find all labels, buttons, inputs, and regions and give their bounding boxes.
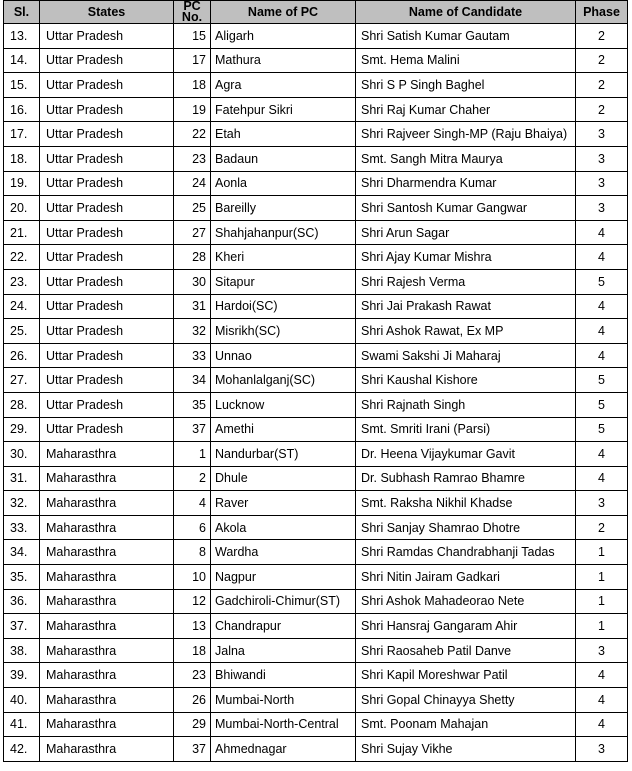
table-body [4,24,628,762]
cell-pc-name: Nandurbar(ST) [211,442,356,467]
cell-sl: 37. [4,614,40,639]
cell-state: Maharasthra [40,491,174,516]
cell-state: Maharasthra [40,688,174,713]
cell-phase: 3 [576,196,628,221]
cell-candidate: Shri Santosh Kumar Gangwar [356,196,576,221]
cell-candidate: Shri Rajveer Singh-MP (Raju Bhaiya) [356,122,576,147]
header-pc-no-line1: PC [183,0,201,13]
cell-sl: 27. [4,368,40,393]
cell-sl: 42. [4,737,40,762]
table-row [4,269,628,294]
header-candidate: Name of Candidate [356,1,576,24]
cell-candidate: Smt. Hema Malini [356,48,576,73]
cell-candidate: Shri Hansraj Gangaram Ahir [356,614,576,639]
cell-pc-no: 15 [174,24,211,49]
table-row [4,638,628,663]
table-header-row [4,1,628,24]
cell-pc-no: 33 [174,343,211,368]
cell-phase: 2 [576,48,628,73]
cell-candidate: Shri Sanjay Shamrao Dhotre [356,515,576,540]
cell-candidate: Shri Rajesh Verma [356,269,576,294]
cell-pc-name: Bareilly [211,196,356,221]
cell-pc-name: Kheri [211,245,356,270]
cell-pc-name: Gadchiroli-Chimur(ST) [211,589,356,614]
cell-phase: 2 [576,24,628,49]
cell-pc-no: 23 [174,663,211,688]
table-row [4,319,628,344]
cell-phase: 4 [576,245,628,270]
cell-pc-name: Shahjahanpur(SC) [211,220,356,245]
cell-pc-no: 37 [174,417,211,442]
cell-candidate: Smt. Smriti Irani (Parsi) [356,417,576,442]
table-row [4,343,628,368]
table-row [4,196,628,221]
cell-pc-name: Mohanlalganj(SC) [211,368,356,393]
cell-candidate: Shri S P Singh Baghel [356,73,576,98]
cell-sl: 28. [4,392,40,417]
cell-state: Maharasthra [40,589,174,614]
table-row [4,737,628,762]
cell-pc-name: Badaun [211,146,356,171]
cell-pc-no: 8 [174,540,211,565]
cell-candidate: Swami Sakshi Ji Maharaj [356,343,576,368]
cell-candidate: Shri Kapil Moreshwar Patil [356,663,576,688]
table-row [4,614,628,639]
cell-pc-name: Bhiwandi [211,663,356,688]
cell-state: Uttar Pradesh [40,73,174,98]
cell-pc-no: 19 [174,97,211,122]
table-row [4,24,628,49]
cell-candidate: Shri Ajay Kumar Mishra [356,245,576,270]
cell-phase: 1 [576,614,628,639]
header-pc-no [174,1,211,24]
table-row [4,122,628,147]
table-row [4,48,628,73]
cell-pc-no: 27 [174,220,211,245]
cell-sl: 33. [4,515,40,540]
cell-pc-no: 26 [174,688,211,713]
cell-phase: 4 [576,663,628,688]
cell-candidate: Shri Arun Sagar [356,220,576,245]
cell-sl: 19. [4,171,40,196]
table-row [4,171,628,196]
cell-candidate: Dr. Subhash Ramrao Bhamre [356,466,576,491]
table-row [4,220,628,245]
cell-pc-name: Agra [211,73,356,98]
cell-candidate: Shri Kaushal Kishore [356,368,576,393]
cell-pc-no: 6 [174,515,211,540]
cell-sl: 21. [4,220,40,245]
cell-state: Uttar Pradesh [40,24,174,49]
cell-sl: 25. [4,319,40,344]
cell-candidate: Shri Raosaheb Patil Danve [356,638,576,663]
cell-sl: 36. [4,589,40,614]
cell-sl: 34. [4,540,40,565]
cell-pc-name: Jalna [211,638,356,663]
cell-state: Uttar Pradesh [40,146,174,171]
cell-phase: 3 [576,638,628,663]
cell-sl: 17. [4,122,40,147]
cell-pc-name: Hardoi(SC) [211,294,356,319]
cell-pc-name: Raver [211,491,356,516]
table-row [4,146,628,171]
cell-sl: 16. [4,97,40,122]
cell-state: Uttar Pradesh [40,319,174,344]
header-states: States [40,1,174,24]
cell-pc-name: Aligarh [211,24,356,49]
table-row [4,589,628,614]
header-sl: Sl. [4,1,40,24]
table-row [4,417,628,442]
cell-pc-name: Sitapur [211,269,356,294]
cell-sl: 18. [4,146,40,171]
cell-phase: 4 [576,712,628,737]
cell-pc-no: 13 [174,614,211,639]
cell-pc-no: 30 [174,269,211,294]
header-pc-no-line2: No. [181,10,203,24]
cell-phase: 4 [576,688,628,713]
cell-candidate: Shri Ashok Rawat, Ex MP [356,319,576,344]
cell-pc-no: 10 [174,565,211,590]
cell-pc-name: Nagpur [211,565,356,590]
cell-pc-no: 28 [174,245,211,270]
cell-pc-name: Amethi [211,417,356,442]
cell-pc-no: 18 [174,638,211,663]
cell-pc-no: 32 [174,319,211,344]
cell-pc-no: 4 [174,491,211,516]
cell-pc-name: Aonla [211,171,356,196]
cell-state: Maharasthra [40,737,174,762]
cell-pc-name: Ahmednagar [211,737,356,762]
cell-state: Maharasthra [40,614,174,639]
cell-sl: 40. [4,688,40,713]
cell-phase: 5 [576,417,628,442]
cell-phase: 5 [576,368,628,393]
cell-candidate: Shri Satish Kumar Gautam [356,24,576,49]
cell-state: Uttar Pradesh [40,417,174,442]
cell-state: Uttar Pradesh [40,392,174,417]
cell-pc-no: 22 [174,122,211,147]
table-row [4,73,628,98]
cell-phase: 2 [576,515,628,540]
cell-candidate: Shri Ramdas Chandrabhanji Tadas [356,540,576,565]
cell-sl: 26. [4,343,40,368]
cell-phase: 3 [576,122,628,147]
cell-phase: 3 [576,171,628,196]
cell-pc-no: 29 [174,712,211,737]
cell-pc-no: 35 [174,392,211,417]
cell-candidate: Smt. Sangh Mitra Maurya [356,146,576,171]
cell-state: Maharasthra [40,540,174,565]
cell-candidate: Shri Dharmendra Kumar [356,171,576,196]
cell-phase: 4 [576,343,628,368]
cell-state: Maharasthra [40,663,174,688]
cell-pc-name: Mumbai-North [211,688,356,713]
cell-pc-no: 18 [174,73,211,98]
cell-phase: 5 [576,269,628,294]
cell-state: Maharasthra [40,565,174,590]
cell-pc-name: Misrikh(SC) [211,319,356,344]
cell-phase: 3 [576,491,628,516]
cell-sl: 38. [4,638,40,663]
cell-candidate: Shri Jai Prakash Rawat [356,294,576,319]
cell-state: Uttar Pradesh [40,294,174,319]
table-row [4,97,628,122]
cell-phase: 2 [576,73,628,98]
cell-candidate: Shri Ashok Mahadeorao Nete [356,589,576,614]
table-row [4,663,628,688]
cell-phase: 3 [576,737,628,762]
cell-pc-name: Lucknow [211,392,356,417]
cell-state: Uttar Pradesh [40,48,174,73]
cell-pc-no: 25 [174,196,211,221]
cell-sl: 29. [4,417,40,442]
cell-sl: 22. [4,245,40,270]
cell-pc-no: 24 [174,171,211,196]
cell-phase: 2 [576,97,628,122]
cell-state: Uttar Pradesh [40,343,174,368]
cell-phase: 1 [576,540,628,565]
cell-candidate: Smt. Poonam Mahajan [356,712,576,737]
cell-sl: 13. [4,24,40,49]
table-row [4,245,628,270]
cell-candidate: Shri Rajnath Singh [356,392,576,417]
cell-phase: 4 [576,442,628,467]
cell-phase: 4 [576,294,628,319]
cell-candidate: Smt. Raksha Nikhil Khadse [356,491,576,516]
cell-state: Maharasthra [40,638,174,663]
cell-phase: 1 [576,589,628,614]
cell-phase: 4 [576,220,628,245]
cell-pc-no: 34 [174,368,211,393]
cell-pc-name: Mathura [211,48,356,73]
cell-sl: 14. [4,48,40,73]
cell-pc-name: Chandrapur [211,614,356,639]
cell-phase: 3 [576,146,628,171]
cell-candidate: Shri Sujay Vikhe [356,737,576,762]
header-phase: Phase [576,1,628,24]
cell-sl: 41. [4,712,40,737]
cell-candidate: Shri Nitin Jairam Gadkari [356,565,576,590]
cell-state: Uttar Pradesh [40,220,174,245]
cell-pc-no: 2 [174,466,211,491]
cell-sl: 24. [4,294,40,319]
table-row [4,491,628,516]
cell-pc-no: 37 [174,737,211,762]
candidate-list-document [3,0,628,762]
cell-state: Uttar Pradesh [40,122,174,147]
cell-pc-no: 17 [174,48,211,73]
cell-pc-name: Etah [211,122,356,147]
cell-pc-no: 1 [174,442,211,467]
cell-sl: 20. [4,196,40,221]
table-row [4,565,628,590]
cell-sl: 35. [4,565,40,590]
cell-state: Maharasthra [40,442,174,467]
cell-sl: 30. [4,442,40,467]
cell-pc-name: Akola [211,515,356,540]
table-row [4,294,628,319]
cell-phase: 4 [576,466,628,491]
cell-pc-no: 12 [174,589,211,614]
header-pc-name: Name of PC [211,1,356,24]
cell-pc-no: 31 [174,294,211,319]
cell-candidate: Dr. Heena Vijaykumar Gavit [356,442,576,467]
cell-pc-name: Mumbai-North-Central [211,712,356,737]
cell-state: Uttar Pradesh [40,245,174,270]
cell-state: Maharasthra [40,515,174,540]
cell-candidate: Shri Raj Kumar Chaher [356,97,576,122]
cell-sl: 39. [4,663,40,688]
table-row [4,515,628,540]
cell-phase: 5 [576,392,628,417]
cell-candidate: Shri Gopal Chinayya Shetty [356,688,576,713]
cell-pc-name: Wardha [211,540,356,565]
cell-phase: 4 [576,319,628,344]
table-row [4,368,628,393]
cell-state: Uttar Pradesh [40,196,174,221]
cell-phase: 1 [576,565,628,590]
cell-state: Uttar Pradesh [40,171,174,196]
table-row [4,466,628,491]
cell-sl: 31. [4,466,40,491]
cell-state: Maharasthra [40,712,174,737]
table-row [4,442,628,467]
cell-state: Uttar Pradesh [40,368,174,393]
cell-state: Maharasthra [40,466,174,491]
cell-pc-name: Dhule [211,466,356,491]
cell-sl: 23. [4,269,40,294]
cell-state: Uttar Pradesh [40,97,174,122]
cell-pc-name: Fatehpur Sikri [211,97,356,122]
table-row [4,392,628,417]
table-row [4,712,628,737]
cell-pc-name: Unnao [211,343,356,368]
candidate-table [3,0,628,762]
cell-pc-no: 23 [174,146,211,171]
table-row [4,688,628,713]
cell-state: Uttar Pradesh [40,269,174,294]
cell-sl: 32. [4,491,40,516]
cell-sl: 15. [4,73,40,98]
table-row [4,540,628,565]
